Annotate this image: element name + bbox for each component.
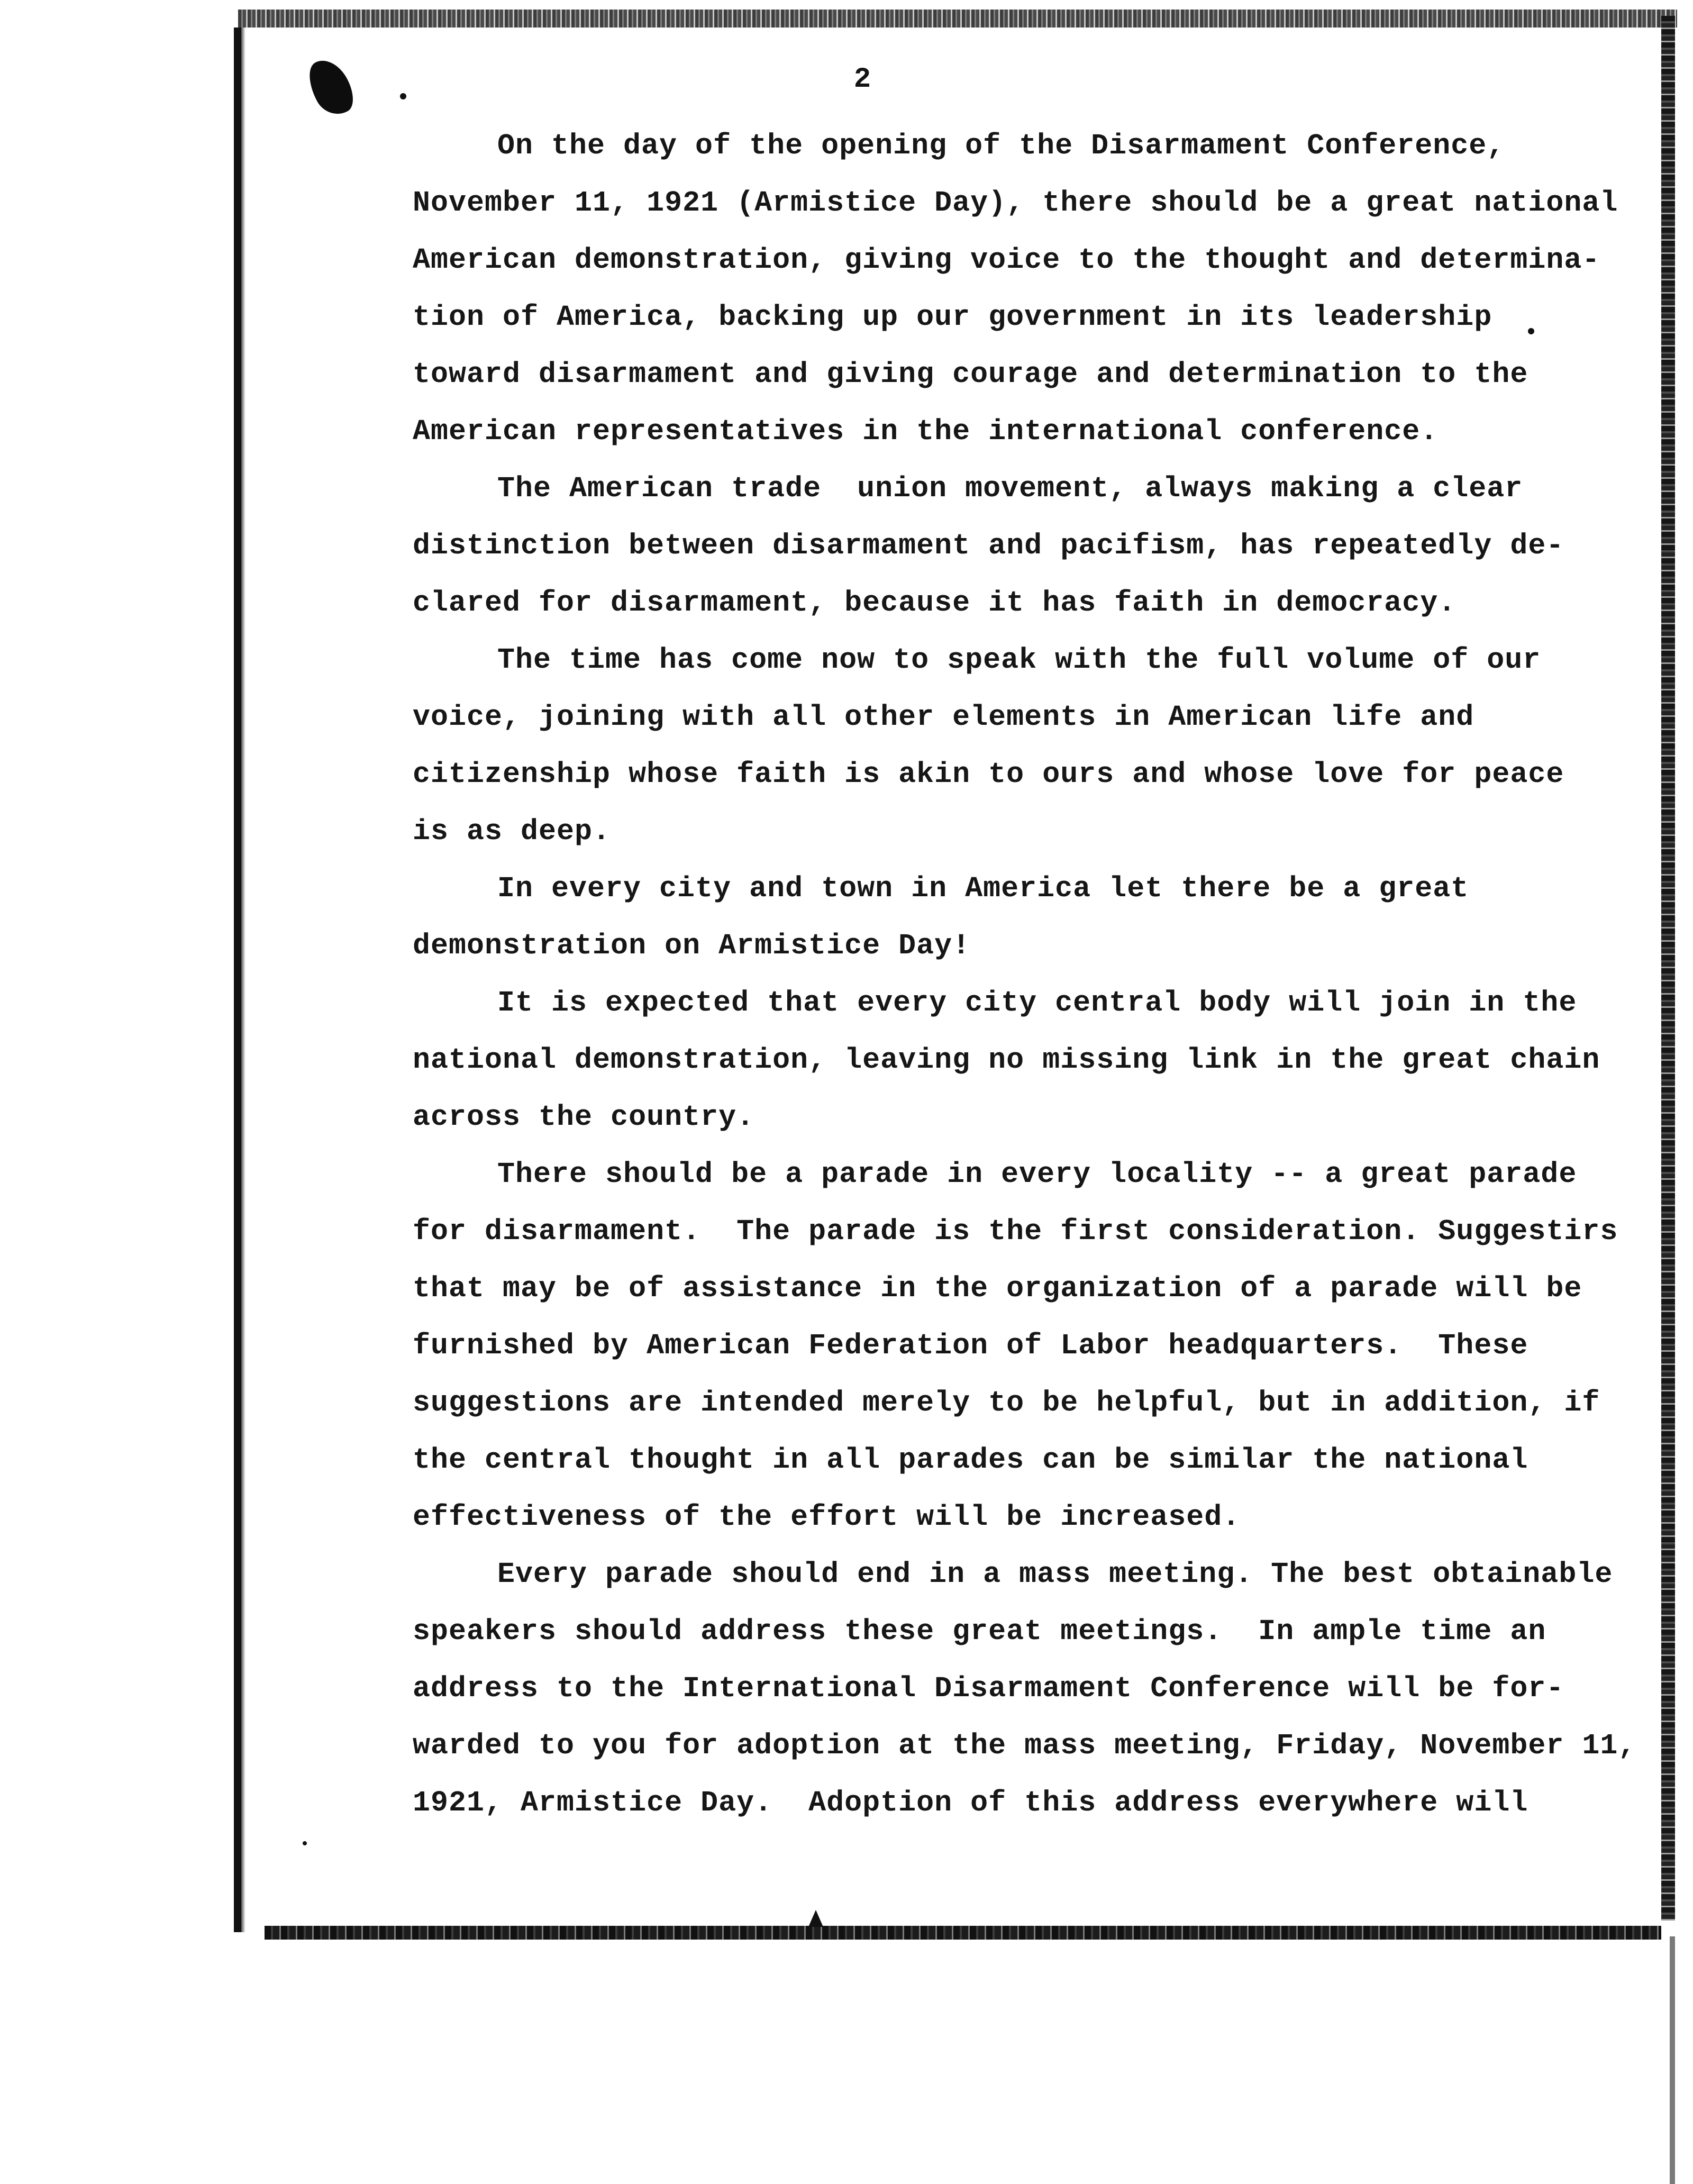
text-line: In every city and town in America let there be a great [497, 872, 1469, 905]
text-line: furnished by American Federation of Labor headquarters. These [413, 1329, 1528, 1362]
paragraph-6 [413, 1146, 1618, 1546]
text-line: is as deep. [413, 815, 611, 848]
text-line: Every parade should end in a mass meeting. The best obtainable [497, 1558, 1613, 1591]
paper-left-edge-shadow [241, 28, 245, 1932]
page-number: 2 [853, 63, 871, 96]
text-line: across the country. [413, 1100, 755, 1134]
paper-bottom-edge [265, 1926, 1661, 1940]
text-line: warded to you for adoption at the mass meeting, Friday, November 11, [413, 1729, 1636, 1762]
paragraph-5 [413, 975, 1600, 1146]
text-line: the central thought in all parades can be similar the national [413, 1443, 1528, 1477]
paper-left-edge [234, 28, 241, 1932]
paragraph-3 [413, 632, 1564, 860]
paper-right-edge [1661, 16, 1675, 1921]
text-line: toward disarmament and giving courage and determination to the [413, 358, 1528, 391]
text-line: demonstration on Armistice Day! [413, 929, 971, 962]
paper-bottom-notch [808, 1910, 823, 1927]
text-line: address to the International Disarmament Conference will be for- [413, 1672, 1564, 1705]
paragraph-7 [413, 1546, 1636, 1832]
text-line: distinction between disarmament and pacifism, has repeatedly de- [413, 529, 1564, 562]
text-line: national demonstration, leaving no missing link in the great chain [413, 1043, 1600, 1077]
text-line: citizenship whose faith is akin to ours and whose love for peace [413, 758, 1564, 791]
text-line: speakers should address these great meetings. In ample time an [413, 1615, 1546, 1648]
text-line: The American trade union movement, always making a clear [497, 472, 1523, 505]
text-line: effectiveness of the effort will be increased. [413, 1500, 1241, 1534]
paragraph-4 [413, 860, 1555, 975]
paper-corner-shadow [1670, 1936, 1675, 2184]
paper-top-edge [238, 10, 1677, 28]
text-line: suggestions are intended merely to be helpful, but in addition, if [413, 1386, 1600, 1419]
text-line: There should be a parade in every locality -- a great parade [497, 1158, 1577, 1191]
text-line: November 11, 1921 (Armistice Day), there should be a great national [413, 186, 1618, 220]
text-line: It is expected that every city central body will join in the [497, 986, 1577, 1020]
text-line: clared for disarmament, because it has faith in democracy. [413, 586, 1457, 620]
text-line: American demonstration, giving voice to the thought and determina- [413, 243, 1600, 277]
paragraph-2 [413, 460, 1564, 632]
text-line: tion of America, backing up our government in its leadership [413, 301, 1492, 334]
text-line: 1921, Armistice Day. Adoption of this address everywhere will [413, 1786, 1528, 1819]
paragraph-1 [413, 117, 1618, 460]
ink-dot-mark [303, 1841, 307, 1845]
letter-body [413, 117, 1636, 1832]
text-line: American representatives in the international conference. [413, 415, 1439, 448]
text-line: that may be of assistance in the organization of a parade will be [413, 1272, 1582, 1305]
text-line: On the day of the opening of the Disarmament Conference, [497, 129, 1505, 162]
text-line: for disarmament. The parade is the first consideration. Suggestirs [413, 1215, 1618, 1248]
text-line: The time has come now to speak with the full volume of our [497, 643, 1541, 677]
text-line: voice, joining with all other elements in American life and [413, 700, 1474, 734]
